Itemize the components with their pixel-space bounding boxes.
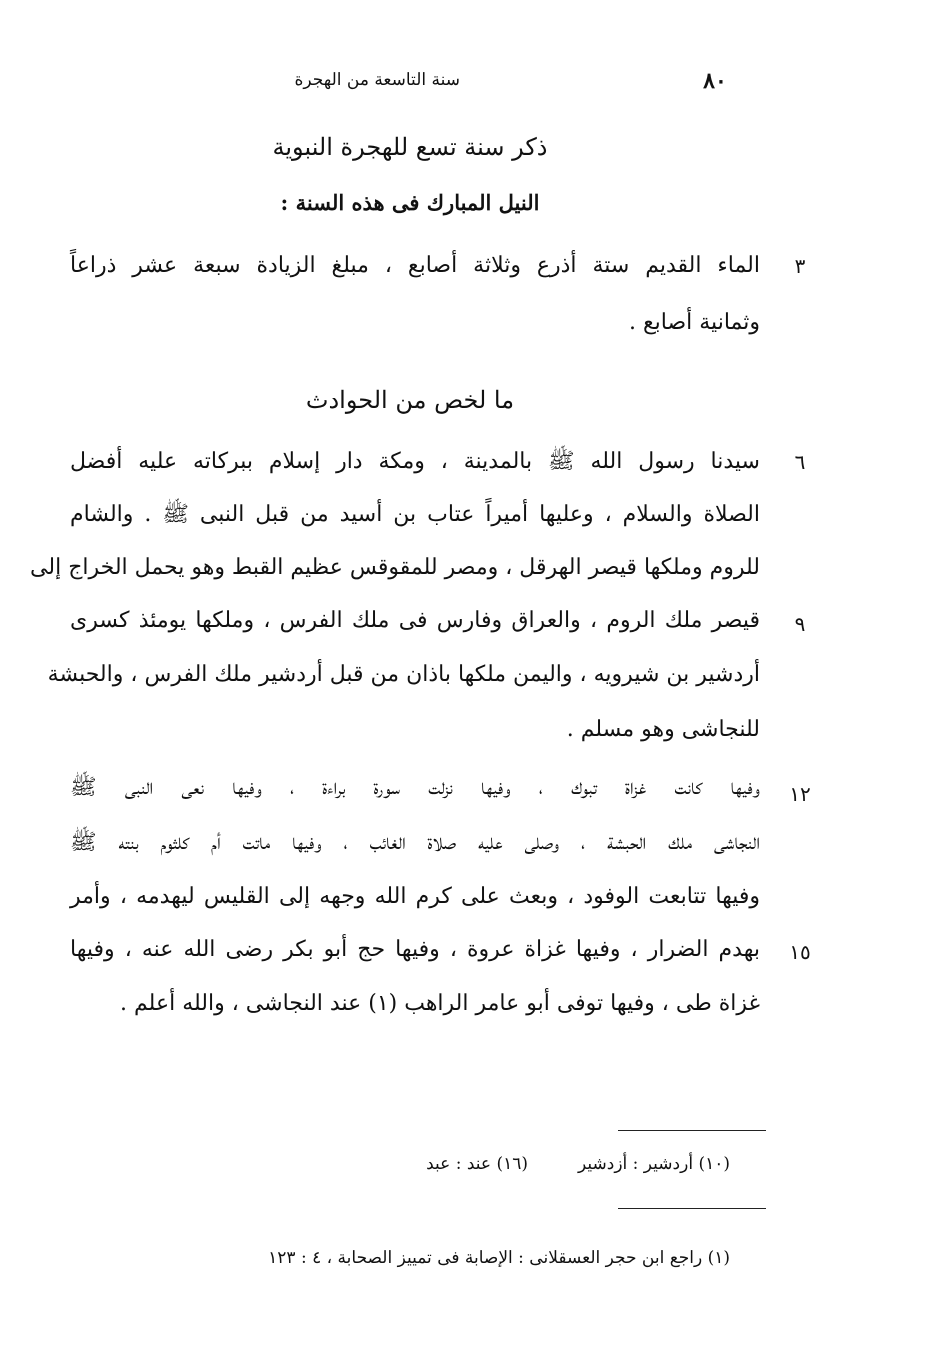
events-line-4: قيصر ملك الروم ، والعراق وفارس فى ملك الفرس ، وملكها يومئذ كسرى [70,608,760,633]
nile-text-line-1: الماء القديم ستة أذرع وثلاثة أصابع ، مبلغ الزيادة سبعة عشر ذراعاً [70,253,761,278]
events-line-3: للروم وملكها قيصر الهرقل ، ومصر للمقوقس عظيم القبط وهو يحمل الخراج إلى [30,555,760,580]
page-number: ٨٠ [703,68,727,94]
events-line-1: سيدنا رسول الله ﷺ بالمدينة ، ومكة دار إسلام ببركاته عليه أفضل [70,449,760,474]
apparatus-note-10: (١٠) أردشير : أزدشير [578,1154,730,1174]
apparatus-rule [618,1130,766,1131]
year-heading: ذكر سنة تسع للهجرة النبوية [272,133,548,161]
apparatus-note-16: (١٦) عند : عبد [426,1154,528,1174]
events-2-line-3: وفيها تتابعت الوفود ، وبعث على كرم الله وجهه إلى القليس ليهدمه ، وأمر [70,884,760,909]
nile-heading: النيل المبارك فى هذه السنة : [280,190,540,215]
events-2-line-4: بهدم الضرار ، وفيها غزاة عروة ، وفيها حج أبو بكر رضى الله عنه ، وفيها [70,937,760,962]
events-2-line-5: غزاة طى ، وفيها توفى أبو عامر الراهب (١) عند النجاشى ، والله أعلم . [120,991,760,1016]
running-head: سنة التاسعة من الهجرة [294,70,460,90]
events-line-6: للنجاشى وهو مسلم . [566,717,760,742]
apparatus-notes [210,1150,730,1178]
events-line-5: أردشير بن شيرويه ، واليمن ملكها باذان من قبل أردشير ملك الفرس ، والحبشة [47,662,760,687]
events-2-line-2: النجاشى ملك الحبشة ، وصلى عليه صلاة الغائب ، وفيها ماتت أم كلثوم بنته ﷺ [70,830,760,855]
line-number-15: ١٥ [789,940,811,964]
events-line-2: الصلاة والسلام ، وعليها أميراً عتاب بن أسيد من قبل النبى ﷺ . والشام [70,502,760,527]
line-number-9: ٩ [794,612,806,636]
line-number-6: ٦ [794,450,806,474]
footnote-rule [618,1208,766,1209]
events-2-line-1: وفيها كانت غزاة تبوك ، وفيها نزلت سورة براءة ، وفيها نعى النبى ﷺ [70,775,760,800]
footnote-1: (١) راجع ابن حجر العسقلانى : الإصابة فى تمييز الصحابة ، ٤ : ١٢٣ [268,1248,730,1268]
events-heading: ما لخص من الحوادث [305,386,515,414]
nile-text-line-2: وثمانية أصابع . [628,310,760,335]
line-number-12: ١٢ [789,782,811,806]
line-number-3: ٣ [794,254,806,278]
